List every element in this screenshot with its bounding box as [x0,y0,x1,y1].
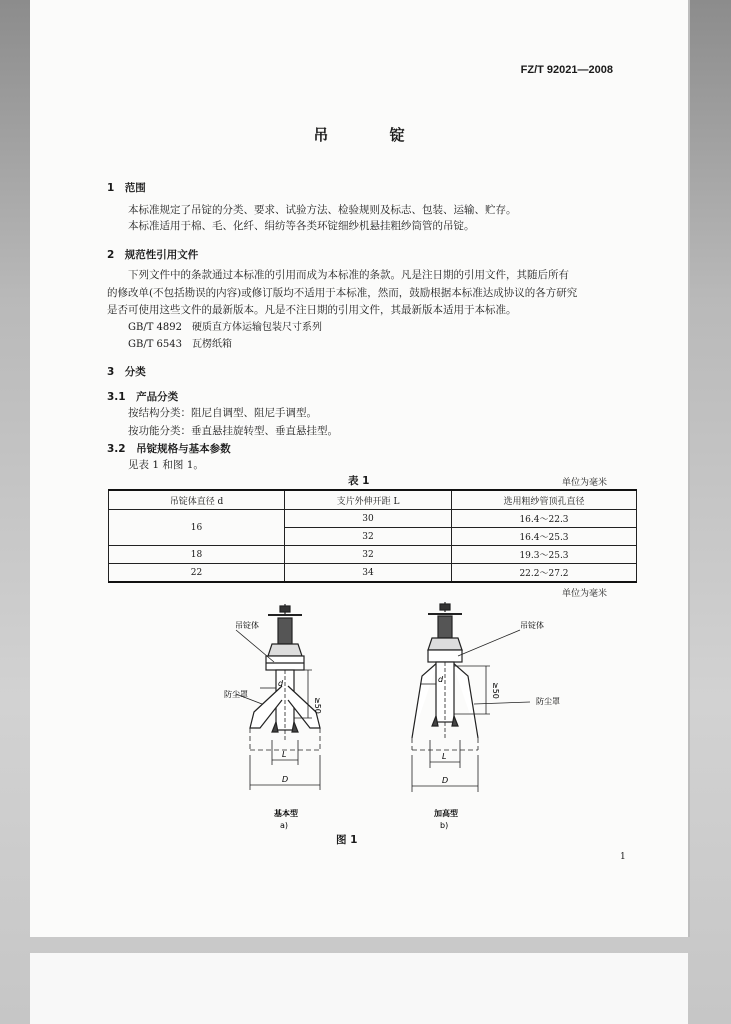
section-2-line-2: 的修改单(不包括勘误的内容)或修订版均不适用于本标准，然而，鼓励根据本标准达成协议的各方研究 [107,287,578,299]
table-cell: 34 [285,564,452,583]
table-header-cell: 吊锭体直径 d [109,490,285,510]
table-row [109,564,637,583]
table-cell: 30 [285,510,452,528]
section-3-1-heading: 3.1 产品分类 [107,391,179,403]
fig-a-dim-L: L [282,750,287,759]
fig-b-type: 加高型 [434,809,458,818]
table-row [109,546,637,564]
fig-b-dim-d: d [438,675,444,684]
section-3-2-line-1: 见表 1 和图 1。 [128,459,204,471]
table-header-cell: 支片外伸开距 L [285,490,452,510]
section-3-1-line-1: 按结构分类：阻尼自调型、阻尼手调型。 [128,407,317,419]
table-cell: 18 [109,546,285,564]
figure-caption: 图 1 [336,834,358,846]
figure-elevated-type [370,600,570,840]
document-title: 吊 锭 [313,126,433,144]
fig-a-label-cover: 防尘罩 [224,690,248,699]
fig-a-dim-50: ≥50 [313,697,322,714]
fig-b-dim-L: L [442,752,447,761]
section-1-heading: 1 范围 [107,182,146,194]
table-cell: 19.3～25.3 [452,546,637,564]
section-3-1-line-2: 按功能分类：垂直悬挂旋转型、垂直悬挂型。 [128,425,338,437]
fig-a-sub: a) [280,821,289,830]
fig-a-dim-d: d [278,679,284,688]
fig-a-label-body: 吊锭体 [235,621,259,630]
table-cell: 16.4～25.3 [452,528,637,546]
section-1-para-1: 本标准规定了吊锭的分类、要求、试验方法、检验规则及标志、包装、运输、贮存。 [128,204,517,216]
section-3-2-heading: 3.2 吊锭规格与基本参数 [107,443,231,455]
figure-basic-type [180,600,380,840]
section-1-para-2: 本标准适用于棉、毛、化纤、绢纺等各类环锭细纱机悬挂粗纱筒管的吊锭。 [128,220,475,232]
fig-b-label-cover: 防尘罩 [536,697,560,706]
section-2-line-3: 是否可使用这些文件的最新版本。凡是不注日期的引用文件，其最新版本适用于本标准。 [107,304,517,316]
standard-code: FZ/T 92021—2008 [520,64,613,76]
fig-a-type: 基本型 [274,809,298,818]
fig-a-dim-D: D [282,775,289,784]
table-header-cell: 选用粗纱管顶孔直径 [452,490,637,510]
table-row [109,510,637,528]
document-page [30,0,690,937]
reference-1: GB/T 4892 硬质直方体运输包装尺寸系列 [128,322,323,333]
page-number: 1 [620,852,626,862]
table-cell: 22.2～27.2 [452,564,637,583]
table-cell: 32 [285,546,452,564]
section-3-heading: 3 分类 [107,366,146,378]
table-cell: 32 [285,528,452,546]
section-2-heading: 2 规范性引用文件 [107,249,199,261]
table-header-row [109,490,637,510]
next-page [30,953,688,1024]
fig-b-label-body: 吊锭体 [520,621,544,630]
table-cell: 16.4～22.3 [452,510,637,528]
section-2-line-1: 下列文件中的条款通过本标准的引用而成为本标准的条款。凡是注日期的引用文件，其随后所有 [128,269,569,281]
table-cell: 16 [109,510,285,546]
table-caption: 表 1 [348,475,370,487]
fig-b-dim-D: D [442,776,449,785]
fig-b-sub: b) [440,821,449,830]
table-unit: 单位为毫米 [562,478,608,488]
fig-b-dim-50: ≥50 [491,682,500,699]
figure-unit: 单位为毫米 [562,589,608,599]
spec-table [108,489,637,583]
table-cell: 22 [109,564,285,583]
reference-2: GB/T 6543 瓦楞纸箱 [128,339,233,350]
